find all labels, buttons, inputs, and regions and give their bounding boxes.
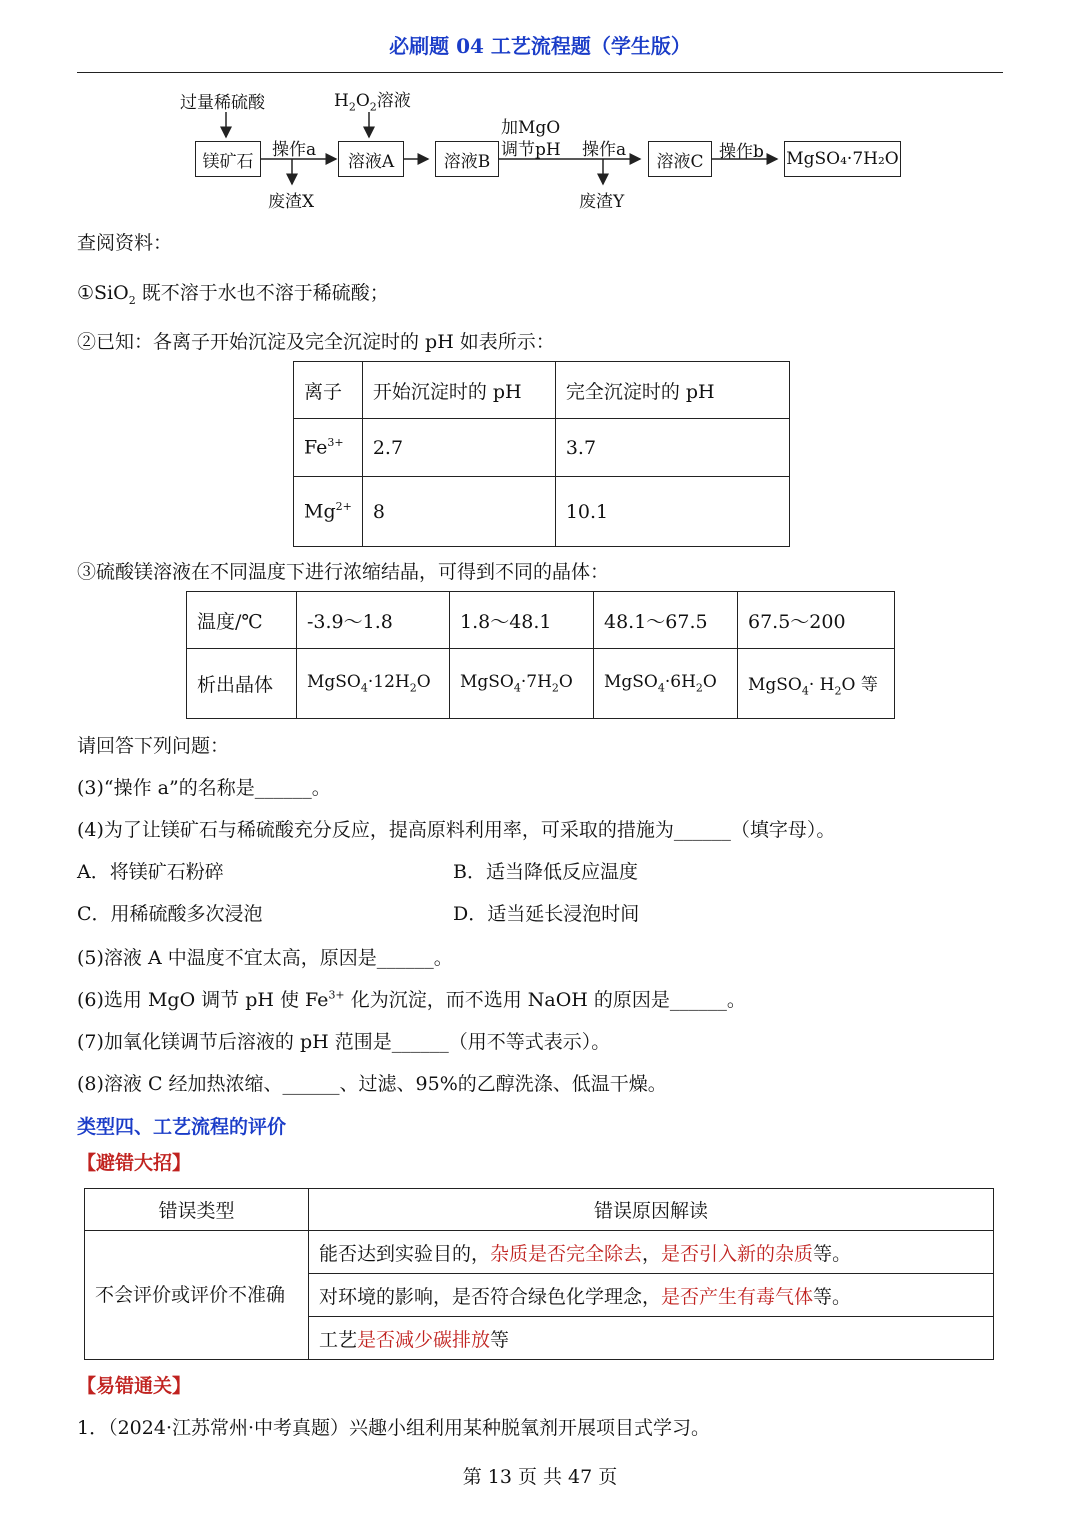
h2o2-h: H [334, 91, 349, 111]
question-7: (7)加氧化镁调节后溶液的 pH 范围是______（用不等式表示）。 [77, 1031, 611, 1053]
flow-box-solution-b-label: 溶液B [443, 151, 491, 172]
q6-charge: 3+ [328, 988, 345, 1002]
crystal-table-crystal-row [187, 649, 895, 719]
reason-highlight: 是否产生有毒气体 [661, 1285, 814, 1308]
crystal-formula-sub: 4 [657, 681, 665, 695]
crystal-formula-sub: 4 [801, 684, 809, 698]
question-6 [77, 985, 746, 1012]
ph-header-start: 开始沉淀时的 pH [362, 362, 555, 419]
crystal-formula-sub: 4 [360, 681, 368, 695]
ion-mg: Mg [304, 500, 336, 523]
crystal-formula-sub: 2 [834, 684, 842, 698]
crystal-formula-part: MgSO [307, 672, 361, 693]
reason-text: 等。 [813, 1242, 852, 1265]
flow-box-product [784, 141, 901, 177]
crystal-formula-part: MgSO [748, 674, 802, 695]
error-table-header-row [85, 1189, 994, 1231]
question-8: (8)溶液 C 经加热浓缩、______、过滤、95%的乙醇洗涤、低温干燥。 [77, 1073, 667, 1095]
ph-table-row [294, 477, 790, 547]
reference-item-1 [77, 278, 389, 307]
reagent-hydrogen-peroxide [334, 86, 411, 113]
flow-box-product-label: MgSO₄·7H₂O [786, 149, 899, 169]
page-footer: 第 13 页 共 47 页 [462, 1466, 618, 1488]
flow-box-ore-label: 镁矿石 [202, 151, 254, 172]
section-heading-type4: 类型四、工艺流程的评价 [77, 1116, 287, 1138]
ref1-sub: 2 [128, 293, 136, 307]
reagent-mgo-line2: 调节pH [501, 140, 561, 160]
crystal-table [186, 591, 895, 719]
tips-heading: 【避错大招】 [77, 1152, 192, 1174]
ion-mg-charge: 2+ [335, 500, 352, 514]
flow-arrows [0, 0, 1080, 220]
reference-item-2: ②已知：各离子开始沉淀及完全沉淀时的 pH 如表所示： [77, 331, 555, 353]
waste-y-label: 废渣Y [579, 192, 625, 212]
reference-item-3: ③硫酸镁溶液在不同温度下进行浓缩结晶，可得到不同的晶体： [77, 561, 610, 583]
crystal-formula-sub: 2 [695, 681, 703, 695]
question-4: (4)为了让镁矿石与稀硫酸充分反应，提高原料利用率，可采取的措施为______（填字母）。 [77, 819, 836, 841]
error-analysis-table [84, 1188, 994, 1360]
option-c: C．用稀硫酸多次浸泡 [77, 903, 263, 925]
waste-x-label: 废渣X [268, 192, 315, 212]
h2o2-o: O [355, 91, 370, 111]
question-prompt: 请回答下列问题： [77, 735, 230, 757]
crystal-formula-part: · H [808, 674, 835, 695]
flow-box-solution-a [338, 141, 404, 177]
crystal-formula-part: MgSO [460, 672, 514, 693]
ph-cell-end: 3.7 [555, 419, 789, 477]
crystal-formula-cell [738, 649, 895, 719]
crystal-formula-part: MgSO [604, 672, 658, 693]
operation-a-label-2: 操作a [582, 140, 627, 160]
crystal-formula-part: ·7H [520, 672, 552, 693]
crystal-row-label-crystal: 析出晶体 [187, 649, 297, 719]
option-d: D．适当延长浸泡时间 [453, 903, 640, 925]
ph-cell-ion [294, 477, 363, 547]
reason-text: 等 [490, 1328, 510, 1351]
reason-text: ， [642, 1242, 662, 1265]
crystal-row-label-temp: 温度/℃ [187, 592, 297, 649]
crystal-formula-cell [450, 649, 594, 719]
h2o2-sub2: 2 [369, 100, 377, 114]
question-3: (3)“操作 a”的名称是______。 [77, 777, 331, 799]
crystal-temp-cell: 48.1～67.5 [594, 592, 738, 649]
reason-highlight: 是否引入新的杂质 [661, 1242, 814, 1265]
error-type-cell: 不会评价或评价不准确 [85, 1231, 309, 1360]
ph-cell-end: 10.1 [555, 477, 789, 547]
crystal-temp-cell: 67.5～200 [738, 592, 895, 649]
ph-header-ion: 离子 [294, 362, 363, 419]
error-header-reason: 错误原因解读 [309, 1189, 994, 1231]
question-5: (5)溶液 A 中温度不宜太高，原因是______。 [77, 947, 453, 969]
crystal-formula-part: O [702, 672, 717, 693]
reason-text: 对环境的影响，是否符合绿色化学理念， [319, 1285, 662, 1308]
crystal-formula-part: O [558, 672, 573, 693]
ph-table-header-row [294, 362, 790, 419]
reference-heading: 查阅资料： [77, 232, 173, 254]
option-a: A．将镁矿石粉碎 [77, 861, 224, 883]
crystal-formula-part: ·6H [664, 672, 696, 693]
ph-table [293, 361, 790, 547]
flow-box-ore [195, 141, 261, 177]
reagent-mgo-line1: 加MgO [501, 118, 561, 138]
option-b: B．适当降低反应温度 [453, 861, 638, 883]
ion-fe-charge: 3+ [327, 436, 344, 450]
ref1-sio: ①SiO [77, 282, 129, 304]
reason-text: 能否达到实验目的， [319, 1242, 491, 1265]
operation-b-label: 操作b [719, 142, 764, 162]
page-header-title: 必刷题 04 工艺流程题（学生版） [389, 34, 691, 58]
error-table-row [85, 1231, 994, 1274]
crystal-formula-cell [297, 649, 450, 719]
process-flow-diagram [0, 0, 1080, 220]
q6-part-a: (6)选用 MgO 调节 pH 使 Fe [77, 989, 329, 1011]
error-reason-cell [309, 1317, 994, 1360]
reason-highlight: 杂质是否完全除去 [490, 1242, 643, 1265]
crystal-formula-sub: 2 [551, 681, 559, 695]
reagent-dilute-sulfuric-acid: 过量稀硫酸 [180, 93, 265, 113]
reason-highlight: 是否减少碳排放 [357, 1328, 491, 1351]
h2o2-sub1: 2 [348, 100, 356, 114]
crystal-formula-part: O [416, 672, 431, 693]
ph-cell-start: 2.7 [362, 419, 555, 477]
exercise-1: 1．（2024·江苏常州·中考真题）兴趣小组利用某种脱氧剂开展项目式学习。 [77, 1417, 711, 1439]
crystal-temp-cell: -3.9～1.8 [297, 592, 450, 649]
crystal-table-temp-row [187, 592, 895, 649]
reason-text: 工艺 [319, 1328, 358, 1351]
error-header-type: 错误类型 [85, 1189, 309, 1231]
ph-table-row [294, 419, 790, 477]
ph-cell-start: 8 [362, 477, 555, 547]
ph-header-end: 完全沉淀时的 pH [555, 362, 789, 419]
ph-cell-ion [294, 419, 363, 477]
error-reason-cell [309, 1274, 994, 1317]
flow-box-solution-b [435, 141, 499, 177]
ref1-rest: 既不溶于水也不溶于稀硫酸； [135, 282, 389, 304]
operation-a-label-1: 操作a [272, 140, 317, 160]
crystal-formula-part: ·12H [367, 672, 410, 693]
flow-box-solution-c [648, 141, 712, 177]
crystal-formula-sub: 2 [409, 681, 417, 695]
crystal-formula-sub: 4 [513, 681, 521, 695]
reason-text: 等。 [813, 1285, 852, 1308]
ion-fe: Fe [304, 436, 328, 459]
flow-box-solution-c-label: 溶液C [656, 151, 704, 172]
q6-part-b: 化为沉淀，而不选用 NaOH 的原因是______。 [344, 989, 746, 1011]
exercise-heading: 【易错通关】 [77, 1375, 192, 1397]
h2o2-solution: 溶液 [376, 91, 411, 111]
crystal-formula-part: O 等 [841, 674, 878, 695]
error-reason-cell [309, 1231, 994, 1274]
flow-box-solution-a-label: 溶液A [347, 151, 395, 172]
crystal-temp-cell: 1.8～48.1 [450, 592, 594, 649]
crystal-formula-cell [594, 649, 738, 719]
